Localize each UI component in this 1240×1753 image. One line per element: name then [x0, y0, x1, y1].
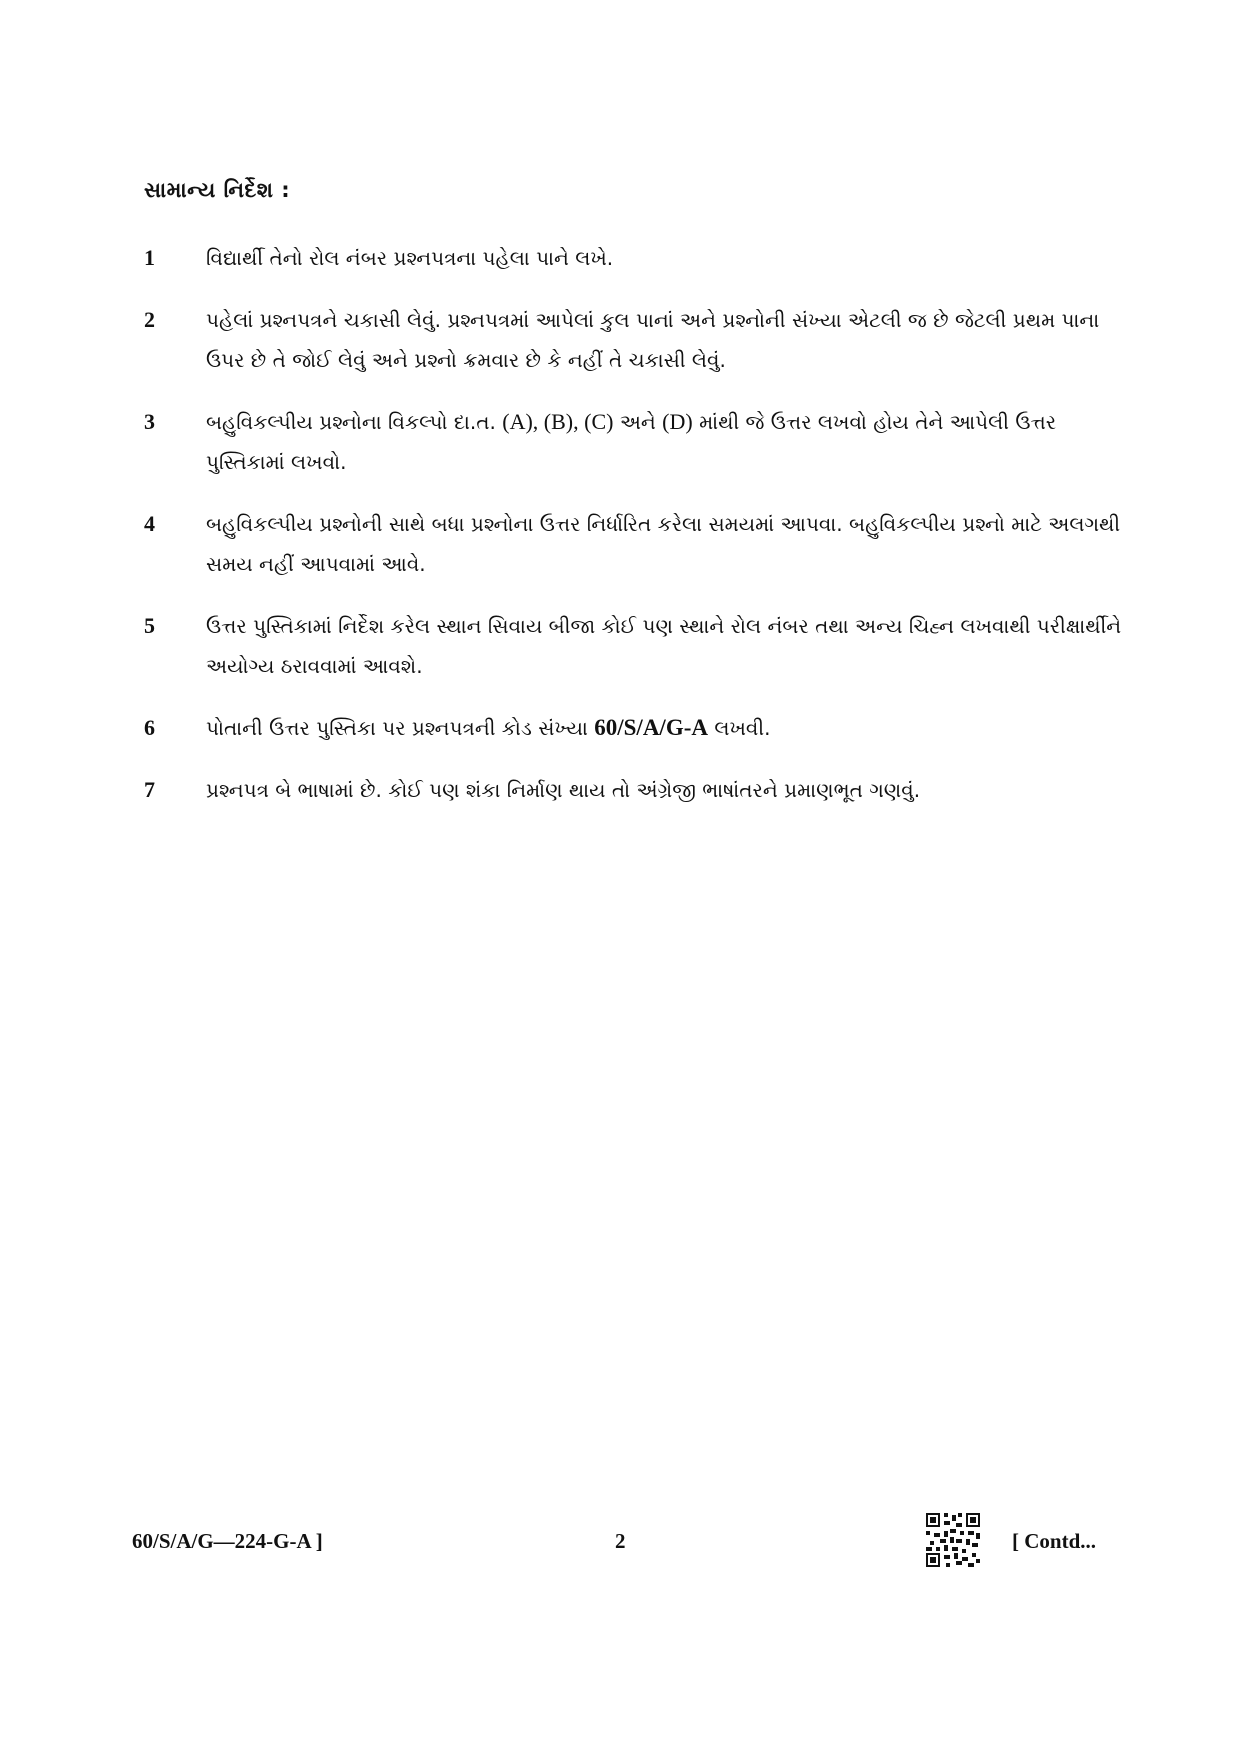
instruction-number: 1 [144, 245, 155, 270]
instruction-item [144, 708, 1124, 748]
instruction-text: પ્રશ્નપત્ર બે ભાષામાં છે. કોઈ પણ શંકા નિર્માણ થાય તો અંગ્રેજી ભાષાંતરને પ્રમાણભૂત ગણવું. [206, 778, 921, 802]
option-labels: (A), (B), (C) [502, 409, 614, 434]
instruction-number: 5 [144, 613, 155, 638]
instruction-item [144, 238, 1124, 278]
instruction-number: 2 [144, 307, 155, 332]
instruction-number: 7 [144, 777, 155, 802]
continued-label: [ Contd... [1012, 1529, 1097, 1553]
instruction-text: વિદ્યાર્થી તેનો રોલ નંબર પ્રશ્નપત્રના પહેલા પાને લખે. [206, 246, 614, 270]
instruction-item [144, 300, 1124, 380]
instruction-text: ઉત્તર પુસ્તિકામાં નિર્દેશ કરેલ સ્થાન સિવાય બીજા કોઈ પણ સ્થાને રોલ નંબર તથા અન્ય ચિહ્ન લખવાથી પરીક્ષાર્થીને અયોગ્ય ઠરાવવામાં આવશે. [206, 614, 1122, 678]
section-heading: સામાન્ય નિર્દેશ : [144, 178, 291, 202]
page-number: 2 [615, 1529, 626, 1553]
instruction-text: બહુવિકલ્પીય પ્રશ્નોની સાથે બધા પ્રશ્નોના ઉત્તર નિર્ધારિત કરેલા સમયમાં આપવા. બહુવિકલ્પીય પ્રશ્નો માટે અલગથી સમય નહીં આપવામાં આવે. [206, 512, 1121, 576]
instructions-list [144, 238, 1124, 832]
question-paper-code: 60/S/A/G-A [594, 715, 708, 740]
instruction-item [144, 504, 1124, 584]
instruction-text: અને [619, 410, 656, 434]
instruction-text: પોતાની ઉત્તર પુસ્તિકા પર પ્રશ્નપત્રની કોડ સંખ્યા [206, 716, 588, 740]
option-label-d: (D) [662, 409, 693, 434]
footer-paper-code: 60/S/A/G—224-G-A ] [132, 1529, 323, 1553]
instruction-text: બહુવિકલ્પીય પ્રશ્નોના વિકલ્પો દા.ત. [206, 410, 496, 434]
instruction-text: માંથી જે ઉત્તર લખવો હોય તેને આપેલી ઉત્તર પુસ્તિકામાં લખવો. [206, 410, 1057, 474]
instruction-text: લખવી. [714, 716, 771, 740]
instruction-text: પહેલાં પ્રશ્નપત્રને ચકાસી લેવું. પ્રશ્નપત્રમાં આપેલાં કુલ પાનાં અને પ્રશ્નોની સંખ્યા એટલી જ છે જેટલી પ્રથમ પાના ઉપર છે તે જોઈ લેવું અને પ્રશ્નો ક્રમવાર છે કે નહીં તે ચકાસી લેવું. [206, 308, 1100, 372]
instruction-number: 6 [144, 715, 155, 740]
instruction-number: 4 [144, 511, 155, 536]
instruction-item [144, 770, 1124, 810]
instruction-item [144, 402, 1124, 482]
qr-code-icon [926, 1513, 980, 1567]
instruction-number: 3 [144, 409, 155, 434]
instruction-item [144, 606, 1124, 686]
